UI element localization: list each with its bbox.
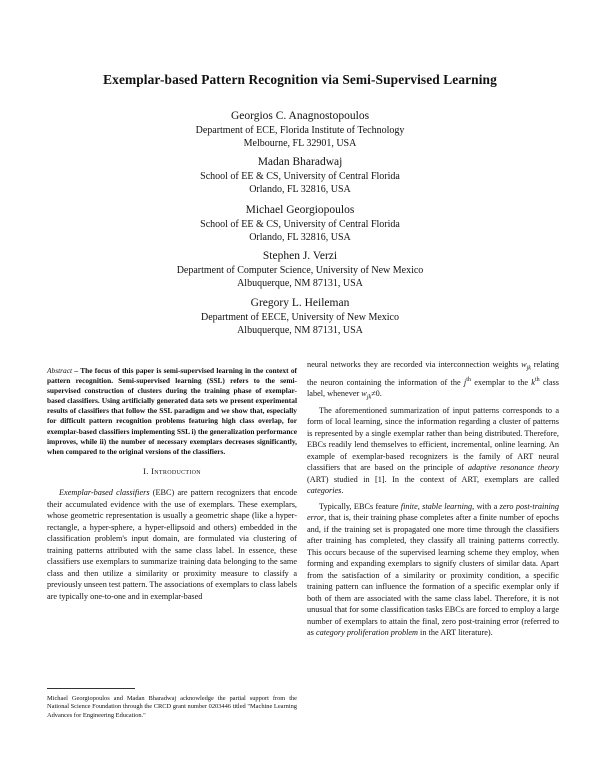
text-run: ≠0. xyxy=(371,389,382,399)
abstract-lead: Abstract xyxy=(47,366,73,375)
author-block xyxy=(0,156,600,196)
symbol-w: w xyxy=(521,360,527,369)
symbol-j: j xyxy=(463,377,467,387)
author-affiliation: Department of Computer Science, University of New Mexico xyxy=(176,265,424,276)
term-art: adaptive resonance theory xyxy=(467,463,559,473)
abstract xyxy=(47,366,297,457)
author-affiliation: Department of EECE, University of New Mexico xyxy=(200,312,399,323)
author-address: Orlando, FL 32816, USA xyxy=(249,231,351,243)
intro-paragraph xyxy=(47,487,297,602)
text-run: exemplar to the xyxy=(470,377,532,387)
paragraph-finite-learning xyxy=(307,501,559,639)
superscript-th: th xyxy=(534,377,540,384)
author-block xyxy=(0,110,600,150)
author-affiliation: School of EE & CS, University of Central Florida xyxy=(200,219,400,230)
text-run: Typically, EBCs feature xyxy=(319,501,401,511)
superscript-th: th xyxy=(466,377,471,384)
footnote: Michael Georgiopoulos and Madan Bharadwaj acknowledge the partial support from the National Science Foundation through the CRCD grant number 0203446 titled "Machine Learning Advances for Engineering Education." xyxy=(47,695,297,719)
text-run: relating the neuron containing the information of the xyxy=(307,360,559,387)
paragraph-local-learning xyxy=(307,405,559,497)
author-address: Albuquerque, NM 87131, USA xyxy=(237,324,363,336)
text-run: class label, whenever xyxy=(307,377,559,399)
paper-title: Exemplar-based Pattern Recognition via Semi-Supervised Learning xyxy=(103,72,497,87)
author-block xyxy=(0,204,600,244)
footnote-rule xyxy=(47,688,135,689)
abstract-text: – The focus of this paper is semi-supervised learning in the context of pattern recognition. Semi-supervised learning (SSL) refers to the semi-supervised construction of clusters during the training phase of exemplar-based classifiers. Using artificially generated data sets we present experimental results of classifiers that follow the SSL paradigm and we show that, especially for difficult pattern recognition problems featuring high class overlap, for exemplar-based classifiers implementing SSL i) the generalization performance improves, while ii) the number of necessary exemplars decreases significantly, when compared to the original versions of the classifiers. xyxy=(47,366,297,456)
term-finite-stable: finite, stable learning xyxy=(400,501,473,511)
author-name: Madan Bharadwaj xyxy=(257,156,343,168)
author-name: Gregory L. Heileman xyxy=(250,297,350,309)
subscript-jk: jk xyxy=(366,395,372,402)
text-run: neural networks they are recorded via interconnection weights xyxy=(307,360,522,369)
text-run: , that is, their training phase completes after a finite number of epochs and, if the training set is propagated one more time through the classifiers after training has completed, they classify all training patterns correctly. This occurs because of the supervised learning scheme they employ, when forming and expanding exemplars to signify clusters of similar data. Apart from the satisfaction of a similarity or proximity condition, a specific training pattern can influence the formation of a specific exemplar only if both of them are associated with the same class label. Therefore, it is not unusual that for some classification tasks EBCs are forced to employ a large number of exemplars to attain the final, zero post-training error (referred to as xyxy=(307,513,559,638)
author-block xyxy=(0,297,600,337)
text-run: in the ART literature). xyxy=(417,628,493,638)
author-address: Albuquerque, NM 87131, USA xyxy=(237,277,363,289)
author-name: Michael Georgiopoulos xyxy=(245,204,355,216)
text-run: The aforementioned summarization of input patterns corresponds to a form of local learning, since the information regarding a cluster of patterns is represented by a single exemplar rather than being distributed. Therefore, EBCs readily lend themselves to efficient, incremental, online learning. An example of exemplar-based recognizers is the family of ART neural classifiers that are based on the principle of xyxy=(307,405,559,473)
author-address: Orlando, FL 32816, USA xyxy=(249,183,351,195)
continued-paragraph xyxy=(307,359,559,405)
text-run: (ART) studied in [1]. In the context of ART, exemplars are called xyxy=(307,474,559,484)
intro-text: (EBC) are pattern recognizers that encode their accumulated evidence with the use of exemplars. These exemplars, whose geometric representation is usually a geometric shape (like a hyper-rectangle, a hyper-sphere, a hyper-ellipsoid and others) embedded in the classification problem's input domain, are formulated via clustering of training patterns attributed with the same class label. In essence, these classifiers use exemplars to summarize training data belonging to the same class and then utilize a similarity or proximity measure to classify a previously unseen test pattern. The associations of exemplars to class labels are typically one-to-one and in exemplar-based xyxy=(47,488,297,601)
text-run: , with a xyxy=(472,501,500,511)
author-name: Stephen J. Verzi xyxy=(262,250,338,262)
term-category-proliferation: category proliferation problem xyxy=(315,628,418,638)
text-run: . xyxy=(341,486,344,496)
author-name: Georgios C. Anagnostopoulos xyxy=(230,110,370,122)
symbol-w: w xyxy=(361,389,367,399)
term-zero-error: zero post-training error xyxy=(307,501,559,523)
author-affiliation: School of EE & CS, University of Central Florida xyxy=(200,171,400,182)
term-categories: categories xyxy=(307,486,342,496)
subscript-jk: jk xyxy=(526,365,531,372)
section-number: I. xyxy=(143,465,149,476)
section-heading xyxy=(47,466,297,478)
symbol-k: k xyxy=(531,377,535,387)
term-ebc: Exemplar-based classifiers xyxy=(59,488,150,498)
left-column xyxy=(47,366,297,602)
author-block xyxy=(0,250,600,290)
author-address: Melbourne, FL 32901, USA xyxy=(243,137,357,149)
section-title: Introduction xyxy=(151,465,201,476)
right-column xyxy=(307,359,559,639)
author-affiliation: Department of ECE, Florida Institute of Technology xyxy=(195,125,405,136)
